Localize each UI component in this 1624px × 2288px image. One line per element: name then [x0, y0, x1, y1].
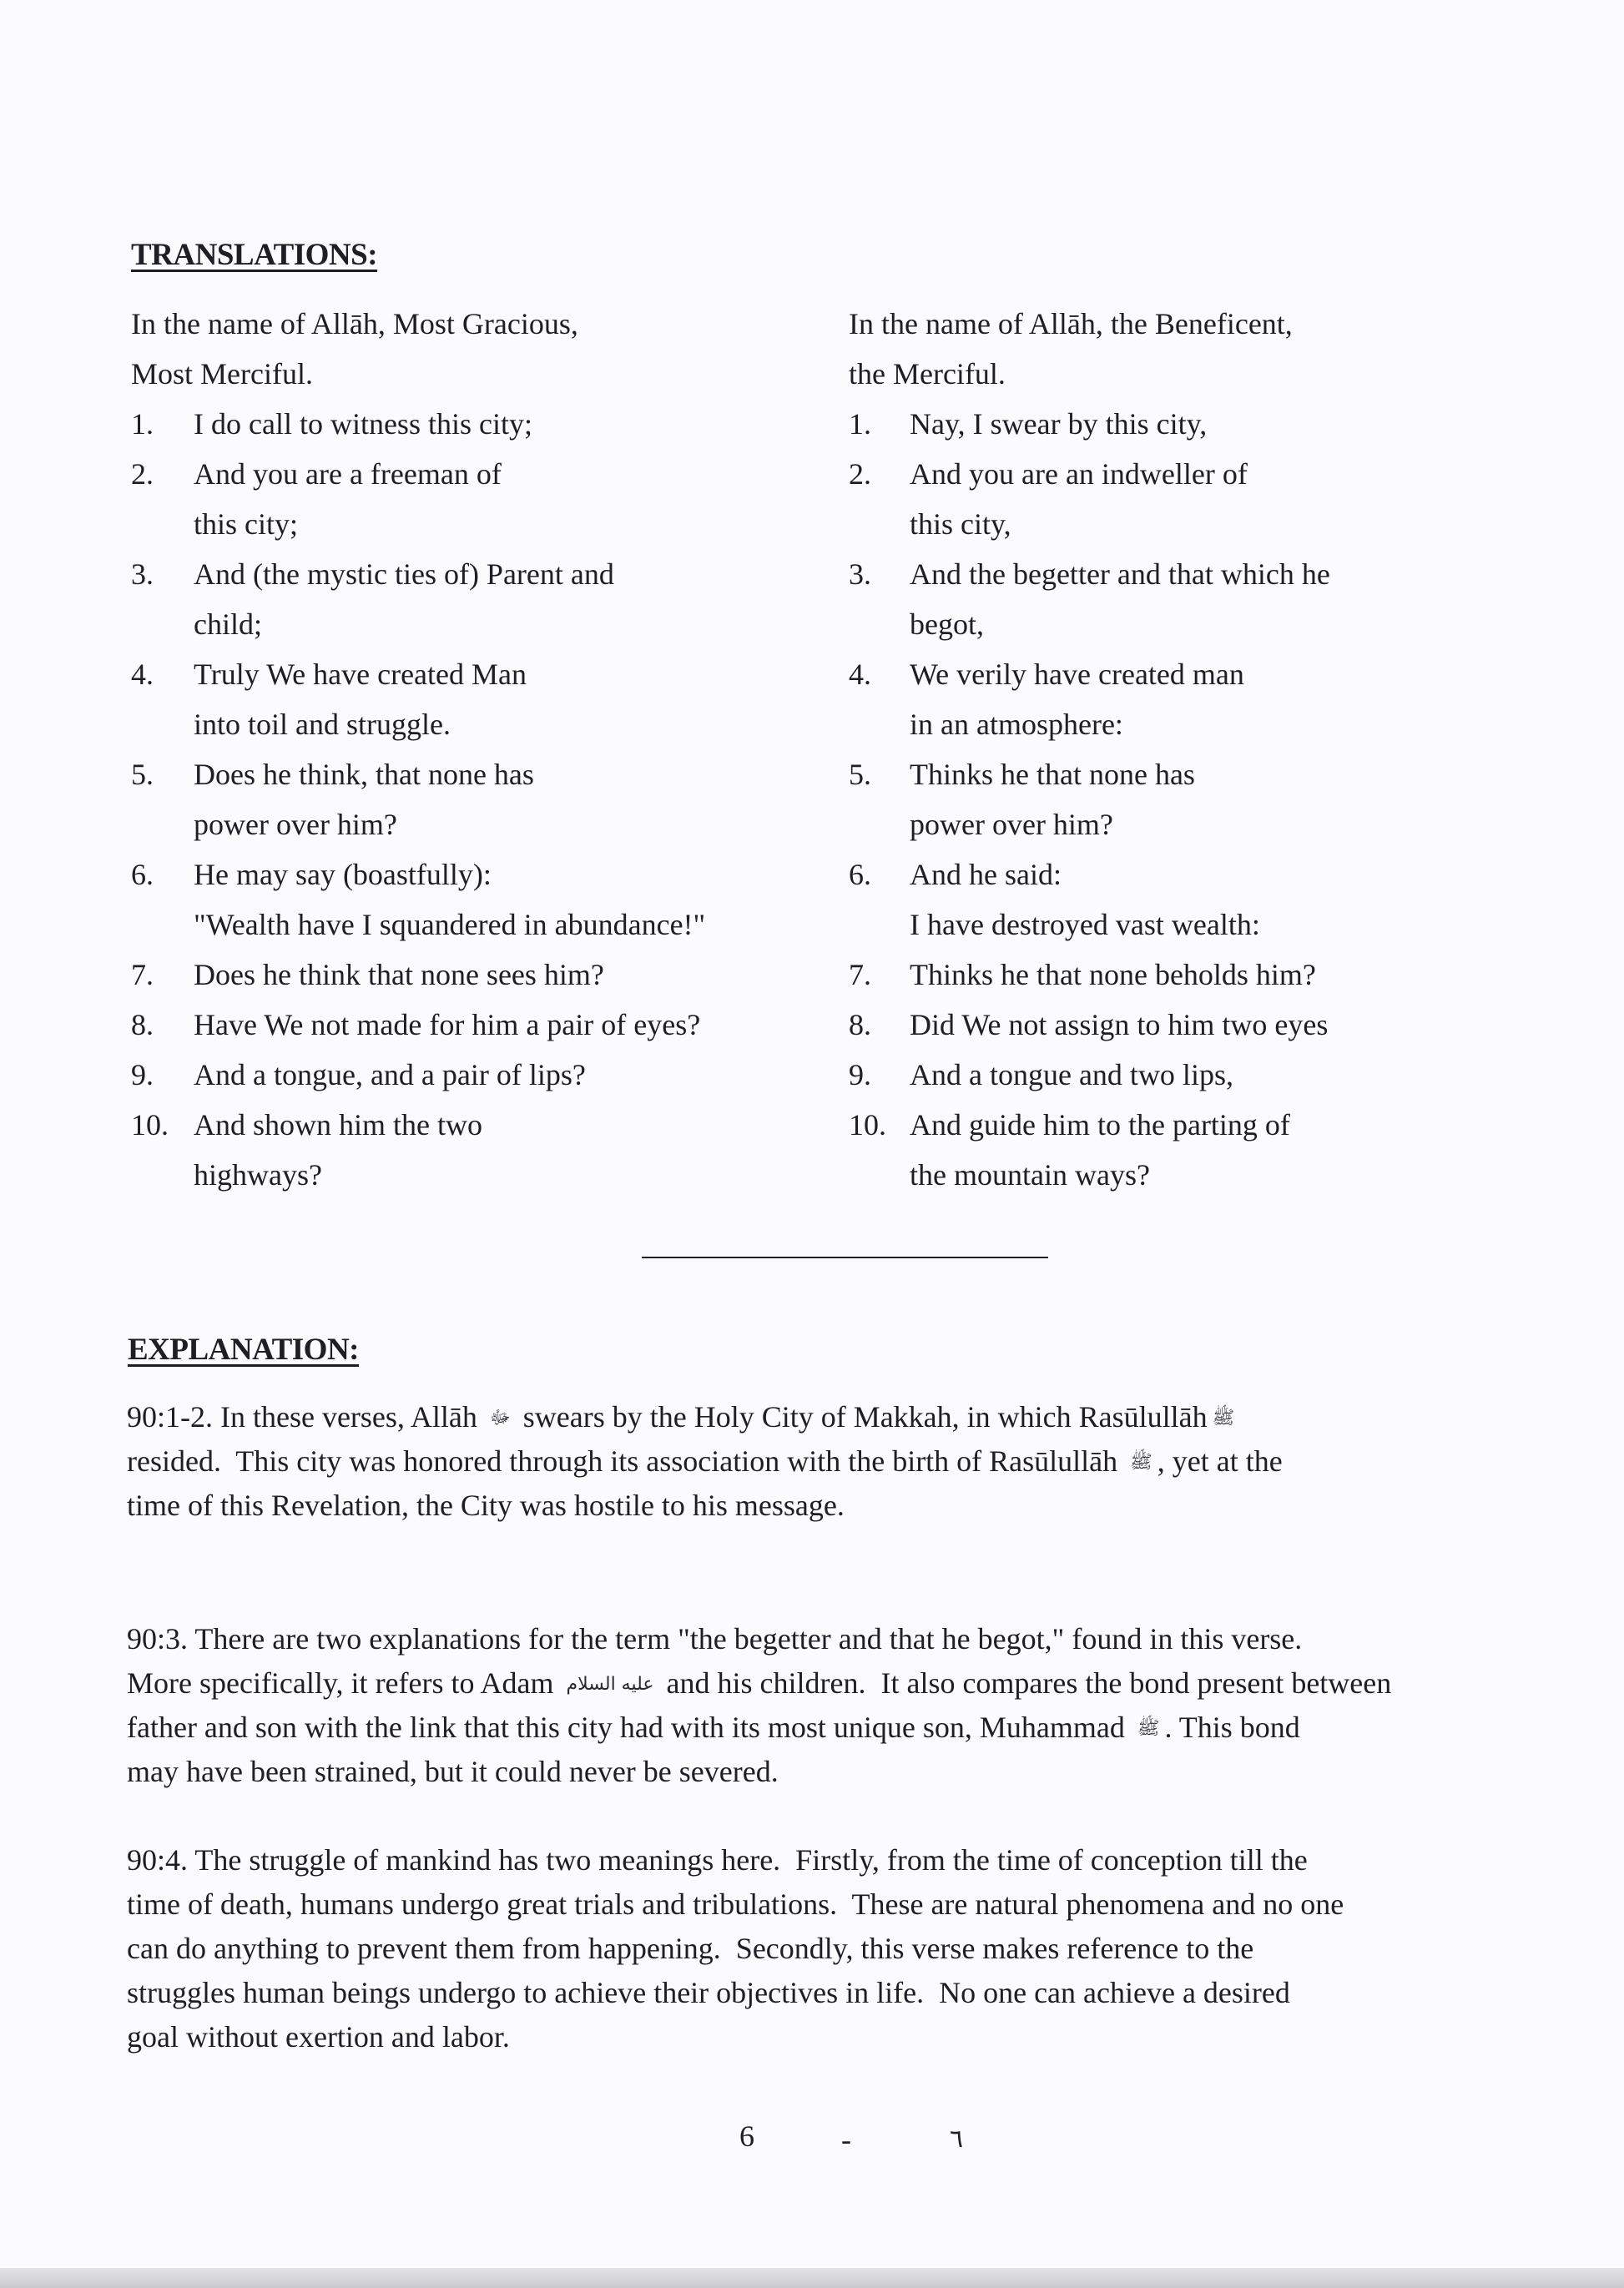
explanation-text: swears by the Holy City of Makkah, in which Rasūlullāh [515, 1400, 1208, 1434]
verse-line: And the begetter and that which he [910, 557, 1330, 591]
verse-number: 2. [849, 457, 871, 491]
explanation-text: and his children. It also compares the bond present between [658, 1666, 1392, 1700]
verse-line: And a tongue, and a pair of lips? [194, 1058, 586, 1091]
verse-number: 7. [131, 958, 154, 991]
explanation-text: More specifically, it refers to Adam [127, 1666, 562, 1700]
verse-line: Have We not made for him a pair of eyes? [194, 1008, 701, 1041]
verse-line: highways? [194, 1158, 322, 1192]
verse-number: 5. [131, 758, 154, 791]
verse-line: I have destroyed vast wealth: [910, 908, 1260, 941]
explanation-line [127, 1706, 1300, 1751]
explanation-text: time of this Revelation, the City was hostile to his message. [127, 1489, 845, 1522]
verse-line: Does he think that none sees him? [194, 958, 604, 991]
verse-number: 8. [849, 1008, 871, 1041]
section-divider [642, 1257, 1048, 1258]
verse-line: in an atmosphere: [910, 708, 1123, 741]
honorific-prophet-icon: ﷺ [1212, 1408, 1235, 1429]
verse-line: And you are an indweller of [910, 457, 1248, 491]
intro-line: Most Merciful. [131, 357, 313, 391]
explanation-text: resided. This city was honored through its association with the birth of Rasūlullāh [127, 1444, 1126, 1478]
intro-line: the Merciful. [849, 357, 1006, 391]
verse-line: "Wealth have I squandered in abundance!" [194, 908, 706, 941]
verse-number: 10. [849, 1108, 886, 1141]
verse-line: And (the mystic ties of) Parent and [194, 557, 614, 591]
verse-line: And a tongue and two lips, [910, 1058, 1233, 1091]
verse-line: Thinks he that none has [910, 758, 1195, 791]
translations-heading: TRANSLATIONS: [131, 238, 378, 272]
verse-line: And he said: [910, 858, 1062, 891]
verse-line: the mountain ways? [910, 1158, 1150, 1192]
verse-line: this city; [194, 507, 298, 541]
explanation-text: can do anything to prevent them from happening. Secondly, this verse makes reference to the [127, 1932, 1254, 1965]
intro-line: In the name of Allāh, Most Gracious, [131, 307, 578, 340]
explanation-text: goal without exertion and labor. [127, 2020, 510, 2054]
explanation-line [127, 2015, 510, 2059]
explanation-text: , yet at the [1157, 1444, 1283, 1478]
explanation-text: 90:1-2. In these verses, Allāh [127, 1400, 485, 1434]
verse-line: power over him? [910, 808, 1113, 841]
verse-line: Nay, I swear by this city, [910, 407, 1208, 441]
verse-line: child; [194, 607, 262, 641]
verse-number: 4. [131, 658, 154, 691]
verse-number: 2. [131, 457, 154, 491]
honorific-allah-icon: ﷻ [489, 1408, 511, 1429]
explanation-text: . This bond [1164, 1711, 1300, 1744]
explanation-text: time of death, humans undergo great trials and tribulations. These are natural phenomena and no one [127, 1887, 1344, 1921]
honorific-prophet-icon: ﷺ [1130, 1452, 1152, 1473]
scan-edge [0, 2268, 1624, 2288]
verse-line: begot, [910, 607, 984, 641]
explanation-text: may have been strained, but it could never be severed. [127, 1755, 779, 1788]
verse-number: 10. [131, 1108, 169, 1141]
explanation-text: struggles human beings undergo to achieve their objectives in life. No one can achieve a desired [127, 1976, 1290, 2009]
honorific-adam-icon: عليه السلام [566, 1674, 654, 1695]
explanation-line [127, 1927, 1253, 1971]
explanation-line [127, 1838, 1308, 1882]
verse-line: And guide him to the parting of [910, 1108, 1290, 1141]
verse-number: 4. [849, 658, 871, 691]
explanation-heading: EXPLANATION: [128, 1333, 359, 1367]
explanation-line [127, 1617, 1302, 1661]
verse-line: Did We not assign to him two eyes [910, 1008, 1329, 1041]
verse-number: 1. [131, 407, 154, 441]
verse-number: 1. [849, 407, 871, 441]
explanation-text: 90:4. The struggle of mankind has two meanings here. Firstly, from the time of conception till the [127, 1843, 1308, 1877]
explanation-text: father and son with the link that this city had with its most unique son, Muhammad [127, 1711, 1132, 1744]
verse-number: 3. [131, 557, 154, 591]
verse-line: power over him? [194, 808, 397, 841]
verse-line: Does he think, that none has [194, 758, 534, 791]
verse-number: 3. [849, 557, 871, 591]
verse-line: And shown him the two [194, 1108, 482, 1141]
explanation-line [127, 1750, 779, 1794]
page-number-separator: - [841, 2123, 851, 2156]
verse-number: 9. [849, 1058, 871, 1091]
explanation-line [127, 1439, 1283, 1484]
explanation-line [127, 1484, 845, 1528]
verse-line: He may say (boastfully): [194, 858, 492, 891]
verse-number: 6. [131, 858, 154, 891]
page-number: 6 [739, 2119, 754, 2153]
verse-number: 6. [849, 858, 871, 891]
explanation-line [127, 1971, 1290, 2015]
verse-number: 5. [849, 758, 871, 791]
verse-line: this city, [910, 507, 1011, 541]
explanation-line [127, 1882, 1344, 1927]
honorific-prophet-icon: ﷺ [1137, 1718, 1160, 1739]
verse-line: Truly We have created Man [194, 658, 527, 691]
verse-line: And you are a freeman of [194, 457, 502, 491]
verse-line: I do call to witness this city; [194, 407, 532, 441]
verse-number: 7. [849, 958, 871, 991]
verse-number: 8. [131, 1008, 154, 1041]
explanation-line [127, 1661, 1391, 1706]
verse-number: 9. [131, 1058, 154, 1091]
explanation-line [127, 1395, 1239, 1440]
verse-line: into toil and struggle. [194, 708, 451, 741]
explanation-text: 90:3. There are two explanations for the term "the begetter and that he begot," found in this verse. [127, 1622, 1303, 1656]
arabic-page-number: ٦ [950, 2124, 964, 2154]
verse-line: Thinks he that none beholds him? [910, 958, 1316, 991]
verse-line: We verily have created man [910, 658, 1244, 691]
intro-line: In the name of Allāh, the Beneficent, [849, 307, 1293, 340]
